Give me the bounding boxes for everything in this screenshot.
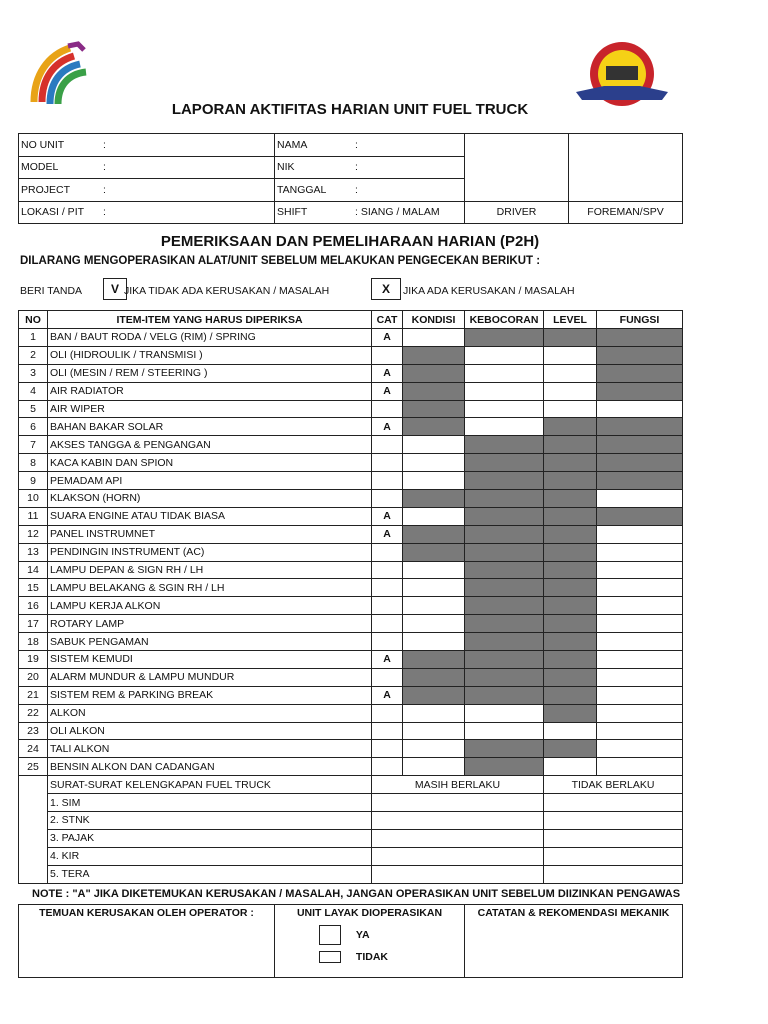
kebocoran-cell	[465, 454, 544, 472]
row-item-label: BAHAN BAKAR SOLAR	[48, 418, 372, 436]
row-number: 8	[19, 454, 48, 472]
fungsi-cell[interactable]	[597, 561, 683, 579]
level-cell[interactable]	[544, 722, 597, 740]
p2h-title: PEMERIKSAAN DAN PEMELIHARAAN HARIAN (P2H)	[160, 233, 540, 250]
fungsi-cell[interactable]	[597, 525, 683, 543]
table-row	[19, 668, 683, 686]
info-cell-no-unit[interactable]: NO UNIT :	[19, 134, 275, 157]
header-item: ITEM-ITEM YANG HARUS DIPERIKSA	[48, 311, 372, 329]
kebocoran-cell	[465, 633, 544, 651]
level-cell	[544, 507, 597, 525]
docs-header-row	[19, 776, 683, 794]
level-cell	[544, 454, 597, 472]
table-row	[19, 490, 683, 508]
driver-label: DRIVER	[465, 201, 569, 224]
table-row	[19, 561, 683, 579]
row-item-label: ALARM MUNDUR & LAMPU MUNDUR	[48, 668, 372, 686]
level-cell	[544, 472, 597, 490]
row-item-label: AKSES TANGGA & PENGANGAN	[48, 436, 372, 454]
fungsi-cell	[597, 454, 683, 472]
table-row	[19, 364, 683, 382]
fungsi-cell[interactable]	[597, 651, 683, 669]
row-number: 25	[19, 758, 48, 776]
level-cell[interactable]	[544, 382, 597, 400]
doc-valid-cell[interactable]	[372, 847, 544, 865]
table-row	[19, 400, 683, 418]
row-category	[372, 400, 403, 418]
table-row	[19, 597, 683, 615]
kondisi-cell[interactable]	[403, 758, 465, 776]
fungsi-cell	[597, 472, 683, 490]
row-category	[372, 436, 403, 454]
fungsi-cell	[597, 364, 683, 382]
row-item-label: SUARA ENGINE ATAU TIDAK BIASA	[48, 507, 372, 525]
docs-row	[19, 865, 683, 883]
unit-ok-cell	[275, 905, 465, 978]
level-cell	[544, 525, 597, 543]
row-category	[372, 740, 403, 758]
header-fungsi: FUNGSI	[597, 311, 683, 329]
row-number: 10	[19, 490, 48, 508]
docs-row	[19, 847, 683, 865]
doc-invalid-cell[interactable]	[544, 829, 683, 847]
row-item-label: ROTARY LAMP	[48, 615, 372, 633]
row-category	[372, 472, 403, 490]
kondisi-cell[interactable]	[403, 454, 465, 472]
kebocoran-cell	[465, 329, 544, 347]
row-item-label: KACA KABIN DAN SPION	[48, 454, 372, 472]
kondisi-cell	[403, 346, 465, 364]
table-row	[19, 740, 683, 758]
level-cell	[544, 668, 597, 686]
no-label: TIDAK	[355, 951, 389, 963]
level-cell	[544, 633, 597, 651]
fungsi-cell[interactable]	[597, 722, 683, 740]
table-row	[19, 507, 683, 525]
info-cell-nama[interactable]: NAMA :	[275, 134, 465, 157]
row-item-label: OLI (MESIN / REM / STEERING )	[48, 364, 372, 382]
fungsi-cell[interactable]	[597, 758, 683, 776]
row-number: 21	[19, 686, 48, 704]
level-cell[interactable]	[544, 400, 597, 418]
table-row	[19, 633, 683, 651]
row-item-label: BENSIN ALKON DAN CADANGAN	[48, 758, 372, 776]
row-category	[372, 346, 403, 364]
fungsi-cell[interactable]	[597, 668, 683, 686]
row-category: A	[372, 686, 403, 704]
kebocoran-cell	[465, 686, 544, 704]
row-number: 12	[19, 525, 48, 543]
kebocoran-cell	[465, 490, 544, 508]
row-item-label: OLI ALKON	[48, 722, 372, 740]
fungsi-cell[interactable]	[597, 704, 683, 722]
kondisi-cell	[403, 686, 465, 704]
kebocoran-cell	[465, 668, 544, 686]
table-row	[19, 346, 683, 364]
kondisi-cell[interactable]	[403, 740, 465, 758]
legend-prefix: BERI TANDA	[20, 285, 83, 297]
table-row	[19, 722, 683, 740]
row-number: 19	[19, 651, 48, 669]
level-cell	[544, 597, 597, 615]
row-number: 1	[19, 329, 48, 347]
row-number: 9	[19, 472, 48, 490]
warning-text: DILARANG MENGOPERASIKAN ALAT/UNIT SEBELUM MELAKUKAN PENGECEKAN BERIKUT :	[20, 255, 541, 267]
row-category	[372, 579, 403, 597]
kondisi-cell[interactable]	[403, 472, 465, 490]
kondisi-cell[interactable]	[403, 561, 465, 579]
level-cell	[544, 615, 597, 633]
kebocoran-cell	[465, 758, 544, 776]
header-level: LEVEL	[544, 311, 597, 329]
row-item-label: LAMPU DEPAN & SIGN RH / LH	[48, 561, 372, 579]
doc-label: 5. TERA	[48, 865, 372, 883]
row-category: A	[372, 525, 403, 543]
fungsi-cell	[597, 418, 683, 436]
level-cell	[544, 704, 597, 722]
unit-info-table	[18, 133, 683, 224]
row-item-label: SABUK PENGAMAN	[48, 633, 372, 651]
table-row	[19, 686, 683, 704]
kebocoran-cell	[465, 651, 544, 669]
mechanic-notes-label: CATATAN & REKOMENDASI MEKANIK	[477, 907, 670, 919]
row-item-label: SISTEM KEMUDI	[48, 651, 372, 669]
kebocoran-cell[interactable]	[465, 400, 544, 418]
fungsi-cell[interactable]	[597, 579, 683, 597]
row-number: 6	[19, 418, 48, 436]
row-category	[372, 722, 403, 740]
table-row	[19, 758, 683, 776]
kondisi-cell[interactable]	[403, 329, 465, 347]
level-cell	[544, 543, 597, 561]
fungsi-cell[interactable]	[597, 615, 683, 633]
row-item-label: PEMADAM API	[48, 472, 372, 490]
table-row	[19, 543, 683, 561]
kebocoran-cell	[465, 740, 544, 758]
level-cell[interactable]	[544, 364, 597, 382]
ok-legend-text: JIKA TIDAK ADA KERUSAKAN / MASALAH	[124, 285, 330, 297]
kebocoran-cell	[465, 525, 544, 543]
docs-row	[19, 812, 683, 830]
table-row	[19, 704, 683, 722]
table-row	[19, 454, 683, 472]
kondisi-cell[interactable]	[403, 507, 465, 525]
kondisi-cell[interactable]	[403, 597, 465, 615]
row-number: 23	[19, 722, 48, 740]
kondisi-cell[interactable]	[403, 615, 465, 633]
row-number: 24	[19, 740, 48, 758]
row-number: 13	[19, 543, 48, 561]
doc-label: 3. PAJAK	[48, 829, 372, 847]
kondisi-cell[interactable]	[403, 579, 465, 597]
fungsi-cell[interactable]	[597, 740, 683, 758]
docs-row	[19, 829, 683, 847]
level-cell	[544, 490, 597, 508]
level-cell	[544, 418, 597, 436]
kondisi-cell[interactable]	[403, 633, 465, 651]
row-item-label: LAMPU BELAKANG & SGIN RH / LH	[48, 579, 372, 597]
table-row	[19, 651, 683, 669]
note-text: NOTE : "A" JIKA DIKETEMUKAN KERUSAKAN / MASALAH, JANGAN OPERASIKAN UNIT SEBELUM DIIZINKAN PENGAWAS	[32, 888, 681, 900]
row-category	[372, 597, 403, 615]
level-cell	[544, 561, 597, 579]
bottom-sign-table	[18, 904, 683, 978]
row-category: A	[372, 418, 403, 436]
row-category: A	[372, 364, 403, 382]
info-cell-lokasi[interactable]: LOKASI / PIT :	[19, 201, 275, 224]
table-row	[19, 525, 683, 543]
row-number: 16	[19, 597, 48, 615]
docs-row	[19, 794, 683, 812]
row-item-label: PANEL INSTRUMNET	[48, 525, 372, 543]
level-cell	[544, 329, 597, 347]
foreman-label: FOREMAN/SPV	[569, 201, 683, 224]
kebocoran-cell	[465, 615, 544, 633]
table-row	[19, 436, 683, 454]
row-category	[372, 758, 403, 776]
row-number: 18	[19, 633, 48, 651]
header-kebocoran: KEBOCORAN	[465, 311, 544, 329]
level-cell	[544, 651, 597, 669]
header-kondisi: KONDISI	[403, 311, 465, 329]
doc-label: 1. SIM	[48, 794, 372, 812]
operator-findings-label: TEMUAN KERUSAKAN OLEH OPERATOR :	[39, 907, 254, 919]
table-row	[19, 382, 683, 400]
fungsi-cell	[597, 346, 683, 364]
row-item-label: OLI (HIDROULIK / TRANSMISI )	[48, 346, 372, 364]
kebocoran-cell[interactable]	[465, 346, 544, 364]
row-item-label: TALI ALKON	[48, 740, 372, 758]
row-number: 7	[19, 436, 48, 454]
kebocoran-cell[interactable]	[465, 704, 544, 722]
doc-invalid-cell[interactable]	[544, 865, 683, 883]
row-item-label: LAMPU KERJA ALKON	[48, 597, 372, 615]
level-cell[interactable]	[544, 346, 597, 364]
docs-valid-header: MASIH BERLAKU	[372, 776, 544, 794]
doc-valid-cell[interactable]	[372, 812, 544, 830]
doc-invalid-cell[interactable]	[544, 812, 683, 830]
level-cell	[544, 686, 597, 704]
ok-mark-box: V	[103, 278, 127, 300]
fungsi-cell	[597, 382, 683, 400]
report-title: LAPORAN AKTIFITAS HARIAN UNIT FUEL TRUCK	[171, 101, 529, 118]
row-number: 3	[19, 364, 48, 382]
doc-valid-cell[interactable]	[372, 794, 544, 812]
row-category: A	[372, 651, 403, 669]
row-number: 14	[19, 561, 48, 579]
kondisi-cell	[403, 400, 465, 418]
kebocoran-cell	[465, 561, 544, 579]
row-number: 11	[19, 507, 48, 525]
info-cell-model[interactable]: MODEL :	[19, 156, 275, 179]
kondisi-cell	[403, 525, 465, 543]
operator-findings-cell[interactable]	[19, 905, 275, 978]
yes-label: YA	[355, 928, 370, 941]
table-row	[19, 579, 683, 597]
header-cat: CAT	[372, 311, 403, 329]
fungsi-cell[interactable]	[597, 490, 683, 508]
fungsi-cell	[597, 329, 683, 347]
row-category	[372, 561, 403, 579]
row-number: 4	[19, 382, 48, 400]
kondisi-cell[interactable]	[403, 436, 465, 454]
driver-signature-box[interactable]	[465, 134, 569, 202]
info-cell-project[interactable]: PROJECT :	[19, 179, 275, 202]
fungsi-cell[interactable]	[597, 543, 683, 561]
row-category	[372, 704, 403, 722]
kondisi-cell[interactable]	[403, 722, 465, 740]
fungsi-cell[interactable]	[597, 686, 683, 704]
row-item-label: AIR WIPER	[48, 400, 372, 418]
p2h-checklist-table	[18, 310, 683, 884]
kebocoran-cell	[465, 472, 544, 490]
level-cell	[544, 436, 597, 454]
doc-invalid-cell[interactable]	[544, 794, 683, 812]
fungsi-cell[interactable]	[597, 597, 683, 615]
row-item-label: SISTEM REM & PARKING BREAK	[48, 686, 372, 704]
kondisi-cell	[403, 490, 465, 508]
kebocoran-cell	[465, 436, 544, 454]
kebocoran-cell	[465, 543, 544, 561]
info-cell-tanggal[interactable]: TANGGAL :	[275, 179, 465, 202]
row-item-label: AIR RADIATOR	[48, 382, 372, 400]
docs-title: SURAT-SURAT KELENGKAPAN FUEL TRUCK	[48, 776, 372, 794]
mechanic-notes-cell[interactable]	[465, 905, 683, 978]
row-number: 2	[19, 346, 48, 364]
kebocoran-cell[interactable]	[465, 418, 544, 436]
row-category	[372, 633, 403, 651]
row-category: A	[372, 507, 403, 525]
fungsi-cell	[597, 436, 683, 454]
info-cell-nik[interactable]: NIK :	[275, 156, 465, 179]
kondisi-cell	[403, 543, 465, 561]
row-number: 15	[19, 579, 48, 597]
fungsi-cell[interactable]	[597, 633, 683, 651]
row-item-label: PENDINGIN INSTRUMENT (AC)	[48, 543, 372, 561]
row-number: 20	[19, 668, 48, 686]
kondisi-cell[interactable]	[403, 704, 465, 722]
row-category	[372, 490, 403, 508]
kebocoran-cell	[465, 597, 544, 615]
header-no: NO	[19, 311, 48, 329]
level-cell	[544, 579, 597, 597]
docs-invalid-header: TIDAK BERLAKU	[544, 776, 683, 794]
level-cell[interactable]	[544, 758, 597, 776]
kondisi-cell	[403, 418, 465, 436]
kondisi-cell	[403, 668, 465, 686]
level-cell	[544, 740, 597, 758]
no-checkbox[interactable]	[319, 951, 341, 963]
unit-ok-label: UNIT LAYAK DIOPERASIKAN	[296, 907, 443, 919]
doc-label: 2. STNK	[48, 812, 372, 830]
table-row	[19, 615, 683, 633]
row-item-label: KLAKSON (HORN)	[48, 490, 372, 508]
kondisi-cell	[403, 364, 465, 382]
kondisi-cell	[403, 651, 465, 669]
yes-checkbox[interactable]	[319, 925, 341, 945]
row-category	[372, 668, 403, 686]
fungsi-cell[interactable]	[597, 400, 683, 418]
row-category: A	[372, 329, 403, 347]
kebocoran-cell	[465, 507, 544, 525]
info-cell-shift[interactable]: SHIFT : SIANG / MALAM	[275, 201, 465, 224]
row-category	[372, 543, 403, 561]
row-category: A	[372, 382, 403, 400]
kebocoran-cell[interactable]	[465, 382, 544, 400]
bad-legend-text: JIKA ADA KERUSAKAN / MASALAH	[403, 285, 575, 297]
doc-label: 4. KIR	[48, 847, 372, 865]
table-row	[19, 329, 683, 347]
kebocoran-cell[interactable]	[465, 364, 544, 382]
row-category	[372, 615, 403, 633]
fungsi-cell	[597, 507, 683, 525]
kebocoran-cell	[465, 579, 544, 597]
foreman-signature-box[interactable]	[569, 134, 683, 202]
row-number: 17	[19, 615, 48, 633]
kebocoran-cell[interactable]	[465, 722, 544, 740]
doc-valid-cell[interactable]	[372, 865, 544, 883]
doc-invalid-cell[interactable]	[544, 847, 683, 865]
doc-valid-cell[interactable]	[372, 829, 544, 847]
bad-mark-box: X	[371, 278, 401, 300]
table-row	[19, 472, 683, 490]
kondisi-cell	[403, 382, 465, 400]
table-row	[19, 418, 683, 436]
row-number: 22	[19, 704, 48, 722]
row-item-label: BAN / BAUT RODA / VELG (RIM) / SPRING	[48, 329, 372, 347]
docs-spacer	[19, 776, 48, 883]
row-category	[372, 454, 403, 472]
row-number: 5	[19, 400, 48, 418]
row-item-label: ALKON	[48, 704, 372, 722]
